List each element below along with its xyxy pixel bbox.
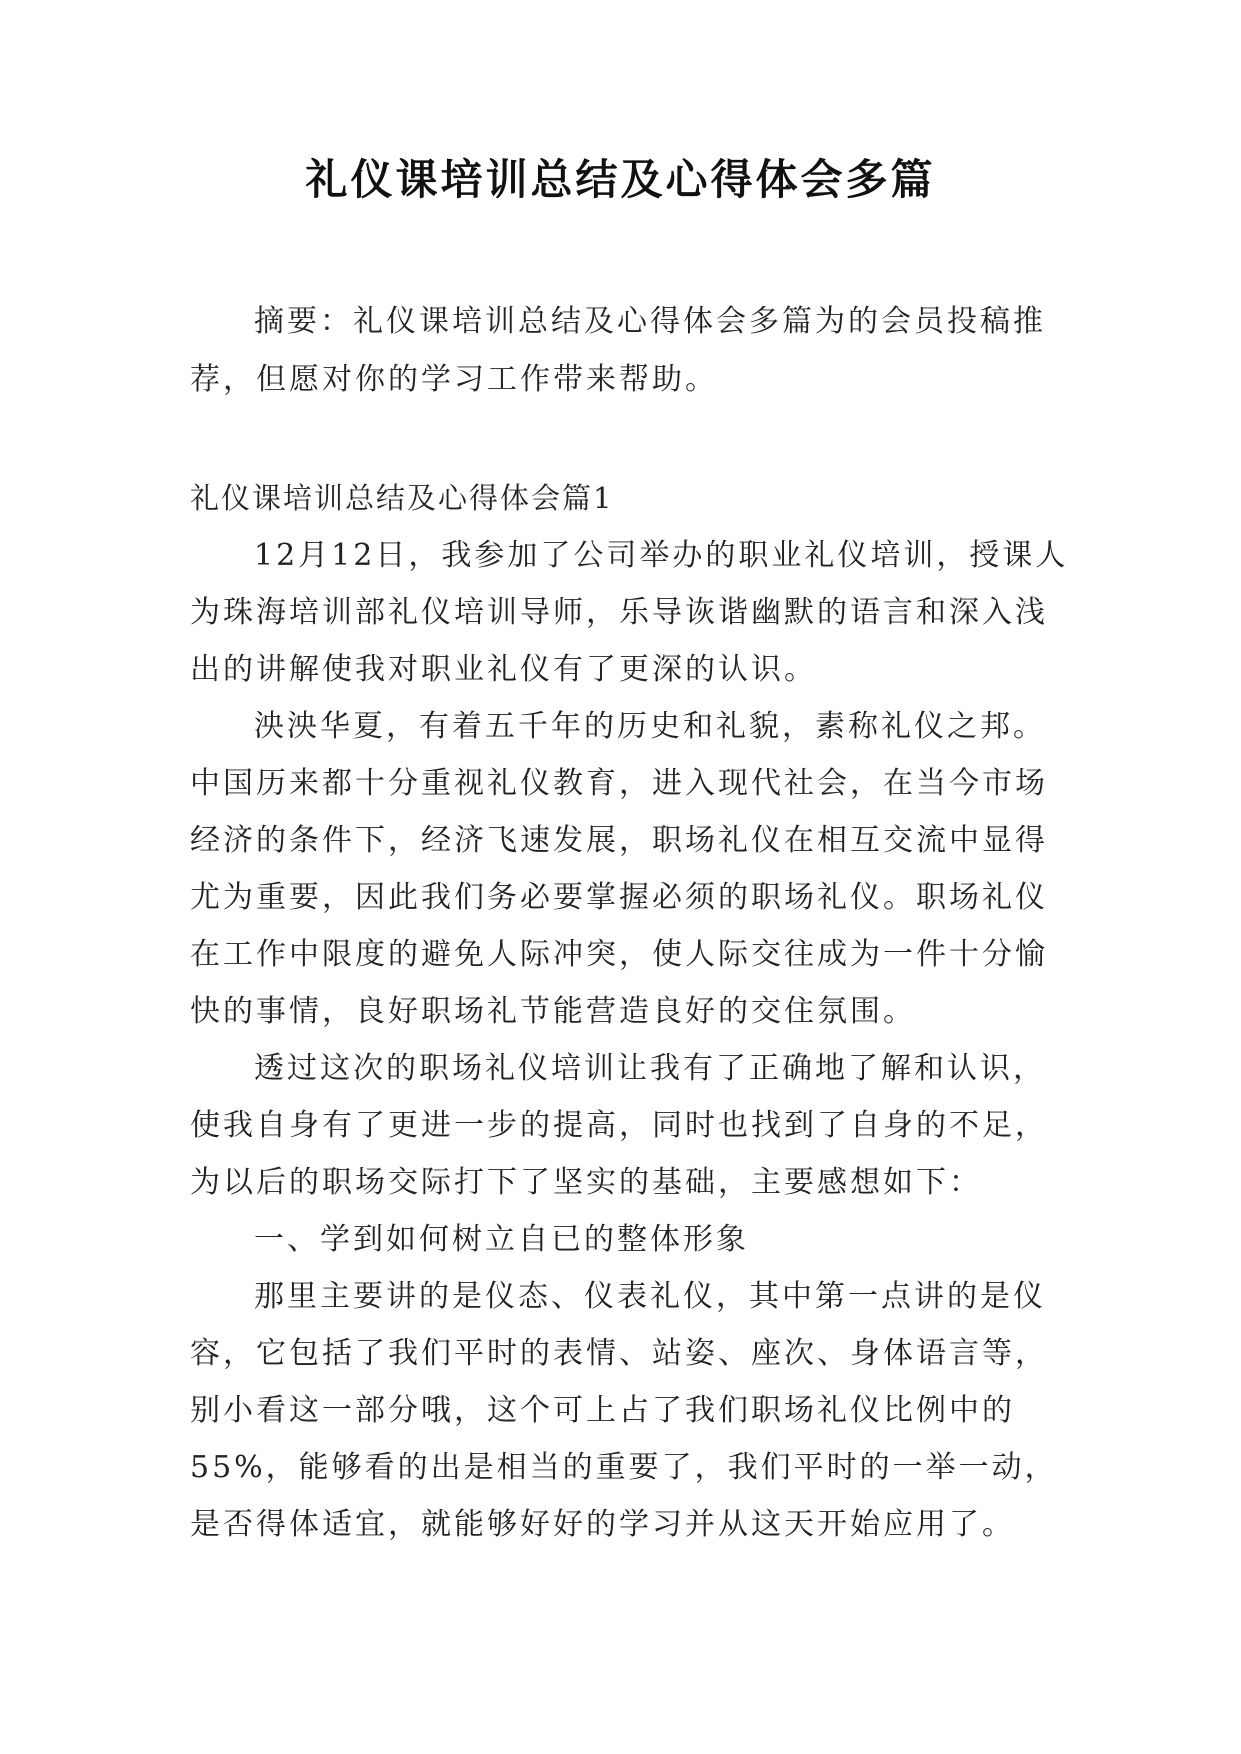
abstract-paragraph: 摘要：礼仪课培训总结及心得体会多篇为的会员投稿推荐，但愿对你的学习工作带来帮助。 <box>190 304 1046 397</box>
subheading-1: 一、学到如何树立自已的整体形象 <box>254 1222 749 1257</box>
document-title: 礼仪课培训总结及心得体会多篇 <box>305 155 936 204</box>
paragraph-2: 泱泱华夏，有着五千年的历史和礼貌，素称礼仪之邦。中国历来都十分重视礼仪教育，进入现代社会，在当今市场经济的条件下，经济飞速发展，职场礼仪在相互交流中显得尤为重要，因此我们务必要掌握必须的职场礼仪。职场礼仪在工作中限度的避免人际冲突，使人际交往成为一件十分愉快的事情，良好职场礼节能营造良好的交住氛围。 <box>190 709 1048 1029</box>
section-title: 礼仪课培训总结及心得体会篇1 <box>190 481 614 515</box>
abstract <box>190 293 1070 409</box>
paragraph-1: 12月12日，我参加了公司举办的职业礼仪培训，授课人为珠海培训部礼仪培训导师，乐导诙谐幽默的语言和深入浅出的讲解使我对职业礼仪有了更深的认识。 <box>190 538 1069 687</box>
section-1 <box>190 470 1070 1553</box>
paragraph-3: 透过这次的职场礼仪培训让我有了正确地了解和认识，使我自身有了更进一步的提高，同时也找到了自身的不足，为以后的职场交际打下了坚实的基础，主要感想如下： <box>190 1051 1048 1200</box>
paragraph-4: 那里主要讲的是仪态、仪表礼仪，其中第一点讲的是仪容，它包括了我们平时的表情、站姿、座次、身体语言等，别小看这一部分哦，这个可上占了我们职场礼仪比例中的55%，能够看的出是相当的重要了，我们平时的一举一动，是否得体适宜，就能够好好的学习并从这天开始应用了。 <box>190 1279 1058 1542</box>
